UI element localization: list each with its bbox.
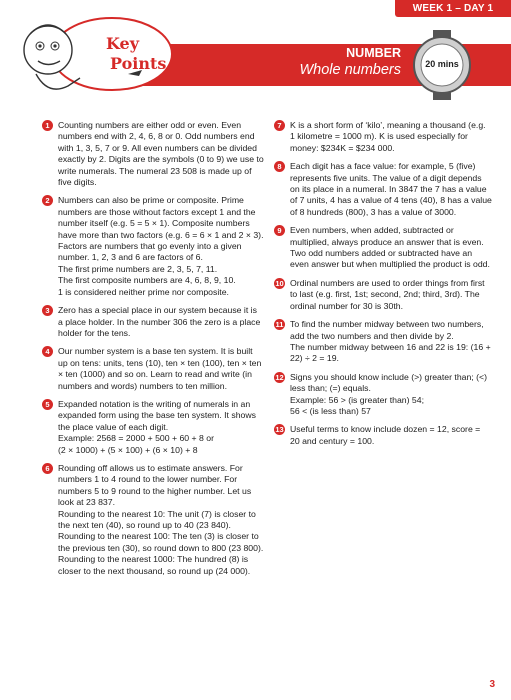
key-points-badge (8, 8, 176, 100)
key-point-number: 11 (275, 320, 284, 330)
topic-title-block (299, 46, 401, 80)
key-point-item (274, 161, 492, 218)
key-point-text: (2 × 1000) + (5 × 100) + (6 × 10) + 8 (58, 444, 198, 455)
key-point-number: 4 (42, 346, 53, 357)
key-point-number: 2 (42, 195, 53, 206)
key-point-item (42, 399, 264, 456)
key-point-text: 1 is considered neither prime nor composite. (58, 286, 229, 297)
right-column (274, 120, 492, 454)
right-key-points-list (274, 120, 492, 447)
topic-title: NUMBER (346, 46, 401, 60)
key-point-text: The first prime numbers are 2, 3, 5, 7, 11. (58, 263, 218, 274)
key-point-item (42, 195, 264, 298)
key-point-text: To find the number midway between two numbers, add the two numbers and then divide by 2. (290, 319, 484, 341)
key-point-item (42, 463, 264, 577)
timer-label: 20 mins (425, 59, 459, 69)
key-point-item (42, 305, 264, 339)
key-point-number: 13 (275, 425, 284, 435)
key-point-text: Rounding to the nearest 10: The unit (7) is closer to the next ten (40), so round up to 40 (23 840). (58, 508, 256, 530)
key-point-number: 3 (42, 305, 53, 316)
key-point-text: Example: 2568 = 2000 + 500 + 60 + 8 or (58, 433, 215, 444)
key-point-item (274, 424, 492, 447)
key-point-number: 8 (274, 161, 285, 172)
key-point-number: 5 (42, 399, 53, 410)
week-day-tab: WEEK 1 – DAY 1 (395, 0, 511, 17)
key-point-item (274, 120, 492, 154)
key-point-number: 1 (42, 120, 53, 131)
key-point-number: 10 (275, 278, 284, 288)
key-point-item (274, 278, 492, 312)
key-point-text: The first composite numbers are 4, 6, 8, 9, 10. (58, 275, 236, 286)
page-number: 3 (489, 679, 495, 690)
key-point-text: The number midway between 16 and 22 is 19: (16 + 22) ÷ 2 = 19. (290, 341, 491, 364)
key-point-item (42, 346, 264, 392)
key-point-text: Signs you should know include (>) greater than; (<) less than; (=) equals. (290, 371, 488, 394)
topic-subtitle: Whole numbers (299, 62, 401, 78)
key-point-text: Numbers can also be prime or composite. Prime numbers are those without factors except 1 and the number itself (e.g. 5 = 5 × 1). Composite numbers have more than two factors (e.g. 6 = 6 × 1 and 2 × 3). Factors are numbers that go evenly into a given number. 1, 2, 3 and 6 are factors of 6. (58, 195, 264, 263)
badge-key-text: Key (106, 34, 140, 53)
key-point-text: Expanded notation is the writing of numerals in an expanded form using the base ten system. It shows the place value of each digit. (58, 398, 256, 432)
key-point-item (42, 120, 264, 188)
key-point-text: Zero has a special place in our system because it is a place holder. In the number 306 the zero is a place holder for the tens. (58, 305, 261, 338)
key-point-item (274, 372, 492, 418)
badge-points-text: Points (110, 54, 167, 73)
key-point-text: Even numbers, when added, subtracted or multiplied, always produce an answer that is even. Two odd numbers added or subtracted have an even answer but when multiplied the product is odd. (290, 225, 490, 270)
key-point-item (274, 225, 492, 271)
key-point-text: Rounding off allows us to estimate answers. For numbers 1 to 4 round to the lower number. For numbers 5 to 9 round to the higher number. Let us look at 23 837. (58, 462, 252, 508)
key-point-text: Example: 56 > (is greater than) 54; (290, 394, 425, 405)
key-point-text: 56 < (is less than) 57 (290, 405, 371, 416)
key-point-text: Rounding to the nearest 1000: The hundred (8) is closer to the next thousand, so round up (24 000). (58, 554, 251, 576)
left-key-points-list (42, 120, 264, 577)
key-point-text: K is a short form of ‘kilo’, meaning a thousand (e.g. 1 kilometre = 1000 m). K is used especially for money: $234K = $234 000. (290, 120, 486, 153)
key-point-number: 6 (42, 463, 53, 474)
key-point-item (274, 319, 492, 365)
key-point-text: Ordinal numbers are used to order things from first to last (e.g. first, 1st; second, 2nd; third, 3rd). The ordinal number for 30 is 30th. (290, 277, 485, 311)
key-point-number: 9 (274, 225, 285, 236)
key-point-text: Rounding to the nearest 100: The ten (3) is closer to the previous ten (30), so round down to 800 (23 800). (58, 531, 264, 553)
key-point-text: Counting numbers are either odd or even. Even numbers end with 2, 4, 6, 8 or 0. Odd numbers end with 1, 3, 5, 7 or 9. All even numbers can be divided exactly by 2. Digits are the symbols (0 to 9) we use to write numerals. The numeral 23 508 is made up of five digits. (58, 120, 264, 188)
key-point-text: Our number system is a base ten system. It is built up on tens: units, tens (10), ten × ten (100), ten × ten × ten (1000) and so on. Learn to read and write (in numbers and words) numbers to ten million. (58, 346, 262, 391)
key-point-text: Each digit has a face value: for example, 5 (five) represents five units. The value of a digit depends on its place in a numeral. In 3847 the 7 has a value of 7 units, 4 has a value of 4 tens (40), 8 has a value of 8 hundreds (800), 3 has a value of 3000. (290, 161, 492, 217)
key-point-number: 12 (275, 372, 284, 382)
key-point-number: 7 (274, 120, 285, 131)
left-column (42, 120, 264, 584)
key-point-text: Useful terms to know include dozen = 12, score = 20 and century = 100. (290, 424, 481, 446)
